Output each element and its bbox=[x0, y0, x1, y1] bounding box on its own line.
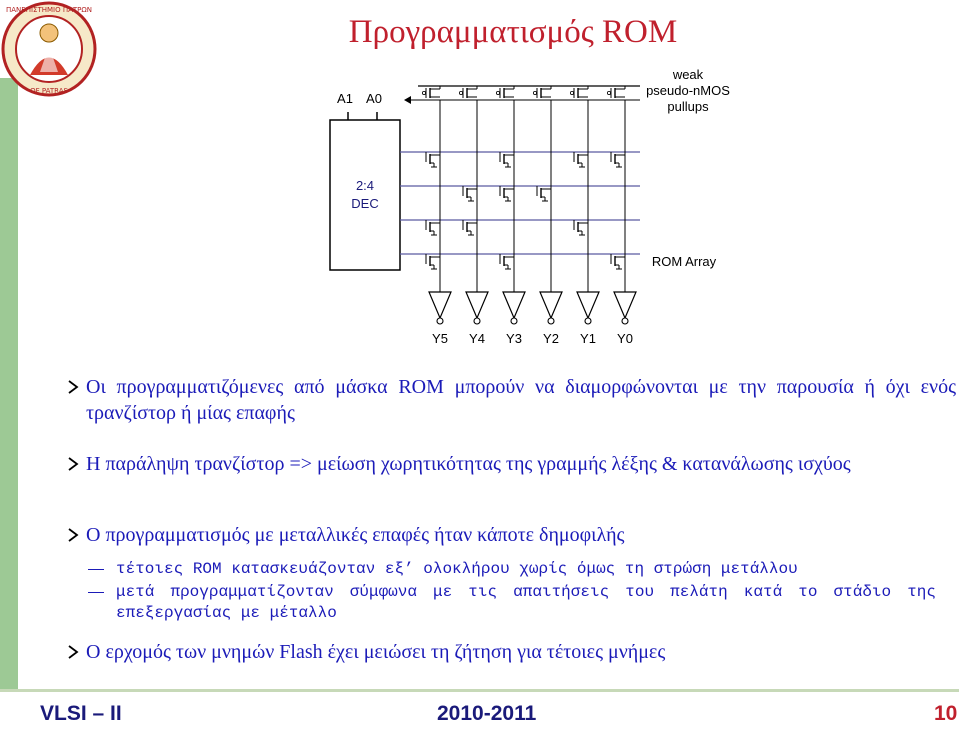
rom-cell-transistor bbox=[500, 186, 514, 201]
rom-cell-transistor bbox=[611, 254, 625, 269]
bullet-text: Οι προγραμματιζόμενες από μάσκα ROM μπορούν να διαμορφώνονται με την παρουσία ή όχι ενός τρανζίστορ ή μίας επαφής bbox=[86, 376, 956, 424]
arrow-bullet-icon bbox=[66, 454, 80, 474]
pullup-transistor bbox=[422, 86, 440, 98]
address-label-a1: A1 bbox=[337, 91, 353, 106]
rom-circuit-diagram bbox=[0, 0, 959, 360]
output-label: Y3 bbox=[506, 331, 522, 346]
pullup-transistor bbox=[496, 86, 514, 98]
output-label: Y5 bbox=[432, 331, 448, 346]
bullet-item bbox=[66, 522, 956, 548]
rom-cell-transistor bbox=[574, 152, 588, 167]
bullet-item bbox=[66, 451, 956, 477]
output-inverter bbox=[540, 292, 562, 324]
pullup-transistor bbox=[570, 86, 588, 98]
pullup-transistor bbox=[607, 86, 625, 98]
arrow-bullet-icon bbox=[66, 642, 80, 662]
bullet-item bbox=[66, 639, 956, 665]
rom-cell-transistor bbox=[426, 220, 440, 235]
rom-cell-transistor bbox=[426, 254, 440, 269]
decoder-label-2: DEC bbox=[351, 196, 379, 211]
output-inverter bbox=[577, 292, 599, 324]
rom-cell-transistor bbox=[463, 220, 477, 235]
sub-bullet-text: μετά προγραμματίζονταν σύμφωνα με τις απαιτήσεις του πελάτη κατά το στάδιο της επεξεργασίας με μέταλλο bbox=[116, 583, 936, 622]
bullet-text: Η παράληψη τρανζίστορ => μείωση χωρητικότητας της γραμμής λέξης & κατανάλωσης ισχύος bbox=[86, 453, 851, 475]
arrow-bullet-icon bbox=[66, 525, 80, 545]
bullet-text: Ο ερχομός των μνημών Flash έχει μειώσει τη ζήτηση για τέτοιες μνήμες bbox=[86, 641, 666, 663]
page-number: 10 bbox=[934, 702, 958, 725]
output-inverter bbox=[466, 292, 488, 324]
svg-text:ΠΑΝΕΠΙΣΤΗΜΙΟ ΠΑΤΡΩΝ: ΠΑΝΕΠΙΣΤΗΜΙΟ ΠΑΤΡΩΝ bbox=[6, 6, 92, 14]
bullet-text: Ο προγραμματισμός με μεταλλικές επαφές ήταν κάποτε δημοφιλής bbox=[86, 524, 625, 546]
sub-bullet-text: τέτοιες ROM κατασκευάζονταν εξ’ ολοκλήρου χωρίς όμως τη στρώση μετάλλου bbox=[116, 560, 798, 578]
decoder-block bbox=[330, 120, 400, 270]
rom-cell-transistor bbox=[463, 186, 477, 201]
rom-cell-transistor bbox=[537, 186, 551, 201]
arrow-bullet-icon bbox=[66, 377, 80, 397]
pullup-label-3: pullups bbox=[667, 99, 709, 114]
output-inverter bbox=[429, 292, 451, 324]
rom-cell-transistor bbox=[500, 152, 514, 167]
slide-title: Προγραμματισμός ROM bbox=[348, 14, 678, 50]
decoder-label: 2:4 bbox=[355, 178, 375, 193]
footer-course: VLSI – II bbox=[40, 702, 122, 725]
bullet-item bbox=[66, 374, 956, 426]
pullup-label-2: pseudo-nMOS bbox=[646, 83, 730, 98]
address-label-a0: A0 bbox=[366, 91, 382, 106]
dash-bullet-icon bbox=[88, 569, 104, 570]
footer-year: 2010-2011 bbox=[437, 702, 537, 725]
output-label: Y2 bbox=[543, 331, 559, 346]
pullup-transistor bbox=[459, 86, 477, 98]
rom-cell-transistor bbox=[574, 220, 588, 235]
rom-cell-transistor bbox=[426, 152, 440, 167]
rom-array-label: ROM Array bbox=[651, 254, 717, 269]
output-label: Y0 bbox=[617, 331, 633, 346]
rom-cell-transistor bbox=[611, 152, 625, 167]
footer-divider bbox=[0, 689, 959, 692]
output-inverter bbox=[503, 292, 525, 324]
output-inverter bbox=[614, 292, 636, 324]
output-label: Y4 bbox=[469, 331, 485, 346]
pullup-label: weak bbox=[672, 67, 704, 82]
rom-cell-transistor bbox=[500, 254, 514, 269]
svg-text:OF PATRAS: OF PATRAS bbox=[30, 87, 68, 95]
output-label: Y1 bbox=[580, 331, 596, 346]
pullup-transistor bbox=[533, 86, 551, 98]
dash-bullet-icon bbox=[88, 592, 104, 593]
